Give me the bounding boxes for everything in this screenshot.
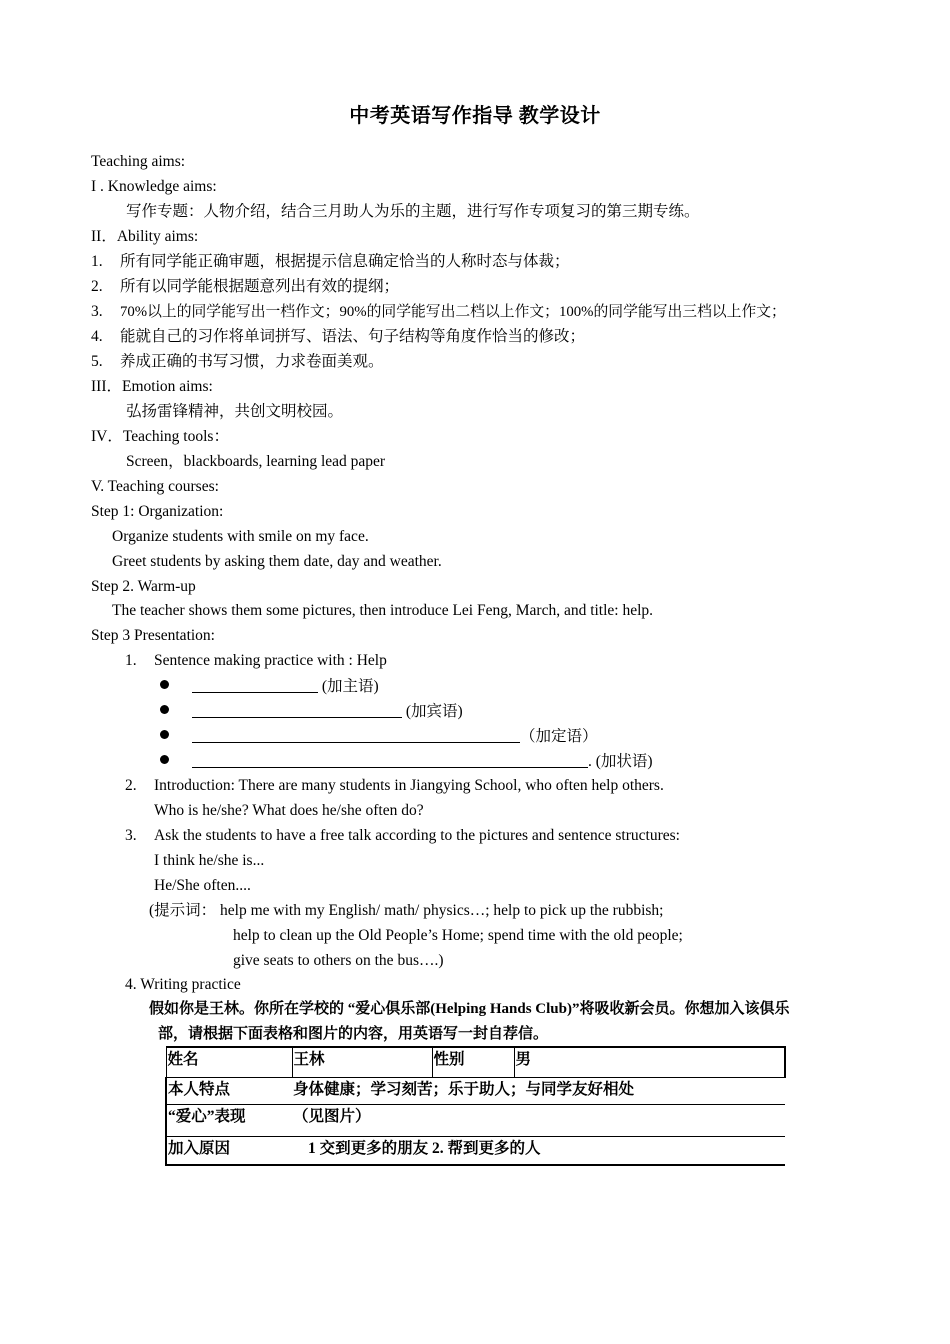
item1-text: Sentence making practice with : Help xyxy=(154,652,387,669)
sentence-blank-adverbial xyxy=(192,751,653,772)
emotion-heading: III．Emotion aims: xyxy=(91,378,213,395)
task-line: 部，请根据下面表格和图片的内容，用英语写一封自荐信。 xyxy=(158,1026,549,1042)
table-cell: 王林 xyxy=(292,1047,432,1078)
step1-line: Greet students by asking them date, day and weather. xyxy=(112,553,442,570)
bullet-icon xyxy=(160,680,169,689)
ability-item-number: 3. xyxy=(91,303,103,320)
ability-item-text: 所有以同学能根据题意列出有效的提纲； xyxy=(120,278,400,295)
blank-label: （加定语） xyxy=(520,728,598,745)
table-cell: 加入原因 xyxy=(166,1137,292,1166)
emotion-text: 弘扬雷锋精神，共创文明校园。 xyxy=(126,403,344,420)
bullet-icon xyxy=(160,705,169,714)
item4-heading: 4. Writing practice xyxy=(125,976,241,993)
table-cell: 男 xyxy=(514,1047,785,1078)
step2-text: The teacher shows them some pictures, then introduce Lei Feng, March, and title: help. xyxy=(112,602,654,619)
bullet-icon xyxy=(160,730,169,739)
sentence-blank-object xyxy=(192,701,463,722)
ability-item-number: 1. xyxy=(91,253,103,270)
knowledge-text: 写作专题：人物介绍，结合三月助人为乐的主题，进行写作专项复习的第三期专练。 xyxy=(126,203,700,220)
applicant-info-table xyxy=(165,1046,786,1166)
table-row xyxy=(166,1137,785,1166)
tools-text: Screen，blackboards, learning lead paper xyxy=(126,453,386,470)
ability-item-text: 70%以上的同学能写出一档作文；90%的同学能写出二档以上作文；100%的同学能写出三档以上作文； xyxy=(120,304,786,320)
item3-line: I think he/she is... xyxy=(154,852,265,869)
item3-line: He/She often.... xyxy=(154,877,251,894)
blank-label: . (加状语) xyxy=(588,753,653,770)
item3-line: Ask the students to have a free talk according to the pictures and sentence structures: xyxy=(154,827,680,844)
courses-heading: V. Teaching courses: xyxy=(91,478,219,495)
task-line: 假如你是王林。你所在学校的 “爱心俱乐部(Helping Hands Club)”将吸收新会员。你想加入该俱乐 xyxy=(149,1001,790,1017)
tools-heading: IV．Teaching tools： xyxy=(91,428,229,445)
ability-item-number: 5. xyxy=(91,353,103,370)
item-number: 2. xyxy=(125,777,137,794)
ability-item-text: 所有同学能正确审题，根据提示信息确定恰当的人称时态与体裁； xyxy=(120,253,570,270)
table-cell: “爱心”表现 xyxy=(166,1105,292,1137)
table-cell: 本人特点 xyxy=(166,1078,292,1105)
page-title: 中考英语写作指导 教学设计 xyxy=(349,105,601,127)
hint-line: help to clean up the Old People’s Home; spend time with the old people; xyxy=(233,927,683,944)
ability-item-number: 2. xyxy=(91,278,103,295)
item2-line: Introduction: There are many students in Jiangying School, who often help others. xyxy=(154,777,664,794)
sentence-blank-attributive xyxy=(192,726,598,747)
hint-line: (提示词： help me with my English/ math/ physics…; help to pick up the rubbish; xyxy=(149,902,664,919)
ability-item-text: 养成正确的书写习惯，力求卷面美观。 xyxy=(120,353,384,370)
item-number: 1. xyxy=(125,652,137,669)
item-number: 3. xyxy=(125,827,137,844)
aims-heading: Teaching aims: xyxy=(91,153,186,170)
table-cell: （见图片） xyxy=(292,1105,785,1137)
table-row xyxy=(166,1078,785,1105)
table-row xyxy=(166,1105,785,1137)
bullet-icon xyxy=(160,755,169,764)
table-cell: 性别 xyxy=(432,1047,514,1078)
table-cell: 姓名 xyxy=(166,1047,292,1078)
blank-label: (加宾语) xyxy=(405,703,463,720)
ability-item-text: 能就自己的习作将单词拼写、语法、句子结构等角度作恰当的修改； xyxy=(120,328,586,345)
item2-line: Who is he/she? What does he/she often do? xyxy=(154,802,424,819)
sentence-blank-subject xyxy=(192,676,379,697)
table-cell: 身体健康；学习刻苦；乐于助人；与同学友好相处 xyxy=(292,1078,785,1105)
step1-heading: Step 1: Organization: xyxy=(91,503,224,520)
step3-heading: Step 3 Presentation: xyxy=(91,627,215,644)
table-row xyxy=(166,1047,785,1078)
hint-line: give seats to others on the bus….) xyxy=(233,952,444,969)
step2-heading: Step 2. Warm-up xyxy=(91,578,196,595)
blank-label: (加主语) xyxy=(321,678,379,695)
ability-item-number: 4. xyxy=(91,328,103,345)
ability-heading: II．Ability aims: xyxy=(91,228,199,245)
table-cell: 1 交到更多的朋友 2. 帮到更多的人 xyxy=(292,1137,785,1166)
knowledge-heading: I . Knowledge aims: xyxy=(91,178,217,195)
step1-line: Organize students with smile on my face. xyxy=(112,528,369,545)
